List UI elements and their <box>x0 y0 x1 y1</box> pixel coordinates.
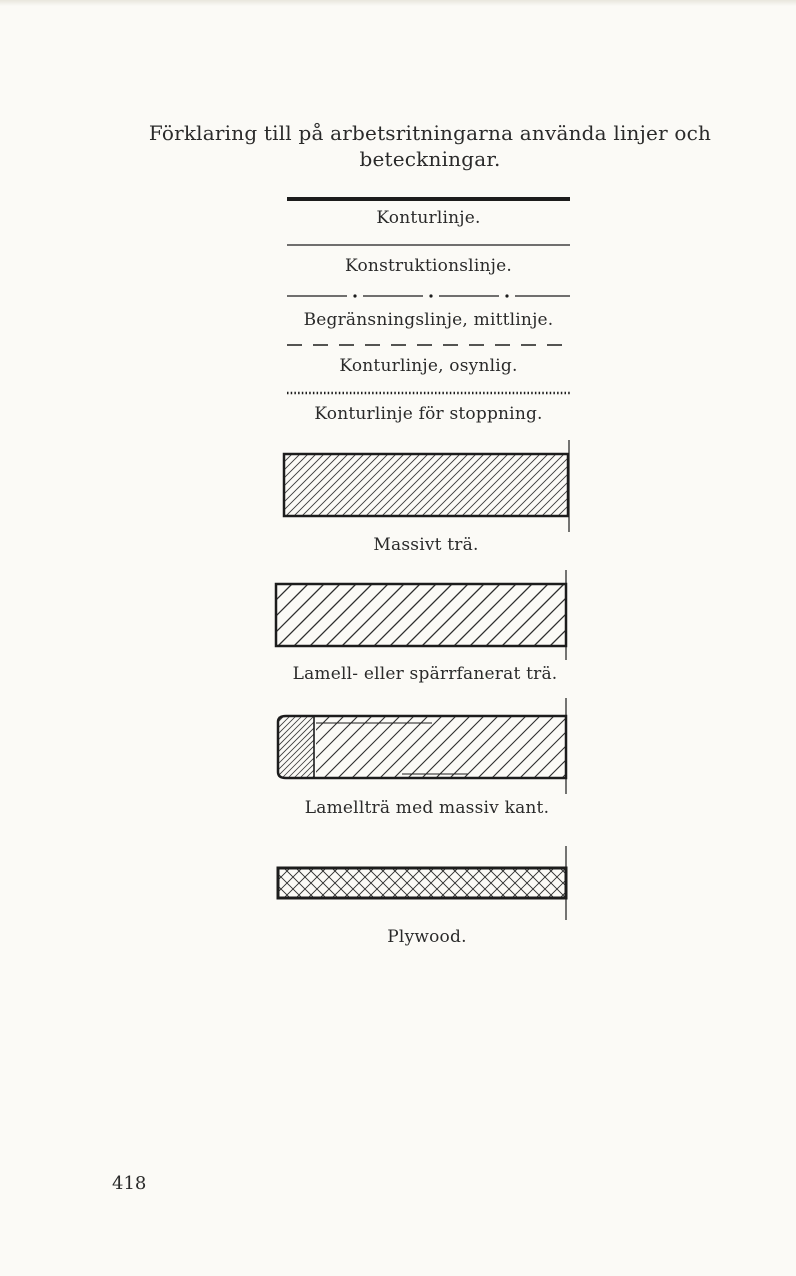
hatch-line <box>252 716 314 778</box>
hatch-line <box>326 454 388 516</box>
hatch-line <box>380 716 442 778</box>
plywood-hatch-sample <box>272 846 572 922</box>
hatch-line <box>294 584 356 646</box>
hatch-line <box>598 584 660 646</box>
hatch-line <box>358 584 420 646</box>
hatch-line <box>270 454 332 516</box>
hatch-line <box>478 454 540 516</box>
hatch-line <box>310 716 372 778</box>
hatch-line <box>248 868 278 898</box>
thick-solid-line-sample <box>287 195 570 203</box>
hatch-line <box>246 454 308 516</box>
hatch-line <box>240 716 302 778</box>
hatch-line <box>486 454 548 516</box>
hatch-line <box>598 454 660 516</box>
hatch-line <box>590 716 652 778</box>
hatch-line <box>470 454 532 516</box>
solid-wood-hatch-sample <box>280 436 580 536</box>
hatch-line <box>550 584 612 646</box>
hatch-line <box>352 716 414 778</box>
hatch-line <box>614 584 676 646</box>
hatch-line <box>454 454 516 516</box>
hatch-line <box>438 584 500 646</box>
hatch-line <box>572 868 602 898</box>
dashed-line-sample <box>287 342 570 348</box>
hatch-line <box>258 716 320 778</box>
hatch-line <box>366 454 428 516</box>
hatch-line <box>408 716 470 778</box>
hatch-line <box>214 584 276 646</box>
hatch-line <box>582 454 644 516</box>
hatch-line <box>394 716 456 778</box>
hatch-line <box>502 454 564 516</box>
hatch-line <box>566 454 628 516</box>
hatch-line <box>572 868 602 898</box>
hatch-line <box>238 454 300 516</box>
hatch-line <box>358 454 420 516</box>
hatch-line <box>618 716 680 778</box>
hatch-line <box>374 454 436 516</box>
hatch-line <box>534 454 596 516</box>
hatch-line <box>470 584 532 646</box>
hatch-line <box>406 454 468 516</box>
hatch-line <box>596 868 626 898</box>
hatch-line <box>390 454 452 516</box>
hatch-line <box>230 454 292 516</box>
hatch-line <box>222 454 284 516</box>
legend-label-laminated-wood: Lamell- eller spärrfanerat trä. <box>292 664 558 684</box>
hatch-line <box>464 716 526 778</box>
laminated-wood-hatch-sample <box>272 568 572 664</box>
hatch-line <box>216 716 278 778</box>
hatch-line <box>342 454 404 516</box>
legend-label-plywood: Plywood. <box>387 927 467 947</box>
hatch-line <box>278 584 340 646</box>
hatch-line <box>366 716 428 778</box>
hatch-line <box>590 454 652 516</box>
hatch-line <box>406 584 468 646</box>
hatch-line <box>422 584 484 646</box>
hatch-line <box>318 454 380 516</box>
hatch-line <box>306 716 368 778</box>
hatch-line <box>264 716 326 778</box>
page-heading: Förklaring till på arbetsritningarna använda linjer och beteckningar. <box>148 121 712 171</box>
hatch-line <box>286 454 348 516</box>
page-edge <box>0 0 796 6</box>
hatch-line <box>492 716 554 778</box>
legend-label-solid-wood: Massivt trä. <box>373 535 479 555</box>
hatch-line <box>450 716 512 778</box>
hatch-line <box>596 868 626 898</box>
hatch-line <box>278 454 340 516</box>
hatch-line <box>506 716 568 778</box>
hatch-line <box>542 454 604 516</box>
dotted-line-sample <box>287 390 570 396</box>
legend-label-lamella-solid-edge: Lamellträ med massiv kant. <box>304 798 550 818</box>
hatch-line <box>562 716 624 778</box>
hatch-line <box>374 584 436 646</box>
hatch-line <box>310 584 372 646</box>
hatch-line <box>342 716 404 778</box>
hatch-line <box>300 716 362 778</box>
hatch-line <box>520 716 582 778</box>
hatch-line <box>604 716 666 778</box>
hatch-line <box>228 716 290 778</box>
hatch-line <box>486 584 548 646</box>
hatch-line <box>222 716 284 778</box>
dash-dot-line-sample <box>287 293 570 299</box>
hatch-line <box>584 868 614 898</box>
hatch-line <box>350 454 412 516</box>
hatch-line <box>302 454 364 516</box>
legend-label-upholstery-contour: Konturlinje för stoppning. <box>314 404 543 424</box>
hatch-line <box>550 454 612 516</box>
hatch-line <box>630 454 692 516</box>
legend-label-hidden-contour: Konturlinje, osynlig. <box>339 356 518 376</box>
hatch-line <box>276 716 338 778</box>
hatch-line <box>398 454 460 516</box>
hatch-line <box>502 584 564 646</box>
hatch-line <box>294 454 356 516</box>
hatch-line <box>326 584 388 646</box>
hatch-line <box>576 716 638 778</box>
hatch-line <box>548 716 610 778</box>
lamella-with-solid-edge-hatch-sample <box>272 696 572 796</box>
hatch-line <box>248 868 278 898</box>
hatch-line <box>436 716 498 778</box>
hatch-line <box>582 584 644 646</box>
hatch-line <box>478 716 540 778</box>
hatch-line <box>584 868 614 898</box>
hatch-line <box>622 454 684 516</box>
hatch-line <box>614 454 676 516</box>
legend-label-construction: Konstruktionslinje. <box>345 256 512 276</box>
hatch-line <box>262 454 324 516</box>
hatch-line <box>446 454 508 516</box>
hatch-line <box>348 716 410 778</box>
hatch-line <box>494 454 556 516</box>
hatch-line <box>390 584 452 646</box>
hatch-line <box>310 454 372 516</box>
hatch-line <box>338 716 400 778</box>
hatch-line <box>526 454 588 516</box>
hatch-line <box>438 454 500 516</box>
hatch-line <box>296 716 358 778</box>
hatch-line <box>230 584 292 646</box>
thin-solid-line-sample <box>287 242 570 248</box>
hatch-line <box>422 716 484 778</box>
hatch-line <box>382 454 444 516</box>
hatch-line <box>454 584 516 646</box>
legend-label-contour: Konturlinje. <box>376 208 481 228</box>
hatch-line <box>510 454 572 516</box>
hatch-line <box>430 454 492 516</box>
hatch-line <box>518 454 580 516</box>
page-number: 418 <box>112 1173 147 1194</box>
hatch-line <box>422 454 484 516</box>
hatch-line <box>342 584 404 646</box>
hatch-line <box>414 454 476 516</box>
hatch-line <box>574 454 636 516</box>
hatch-line <box>518 584 580 646</box>
hatch-line <box>606 454 668 516</box>
hatch-line <box>462 454 524 516</box>
hatch-line <box>270 716 332 778</box>
hatch-line <box>334 454 396 516</box>
hatch-line <box>234 716 296 778</box>
hatch-line <box>262 584 324 646</box>
hatch-line <box>324 716 386 778</box>
hatch-line <box>566 584 628 646</box>
legend-label-boundary: Begränsningslinje, mittlinje. <box>303 310 554 330</box>
